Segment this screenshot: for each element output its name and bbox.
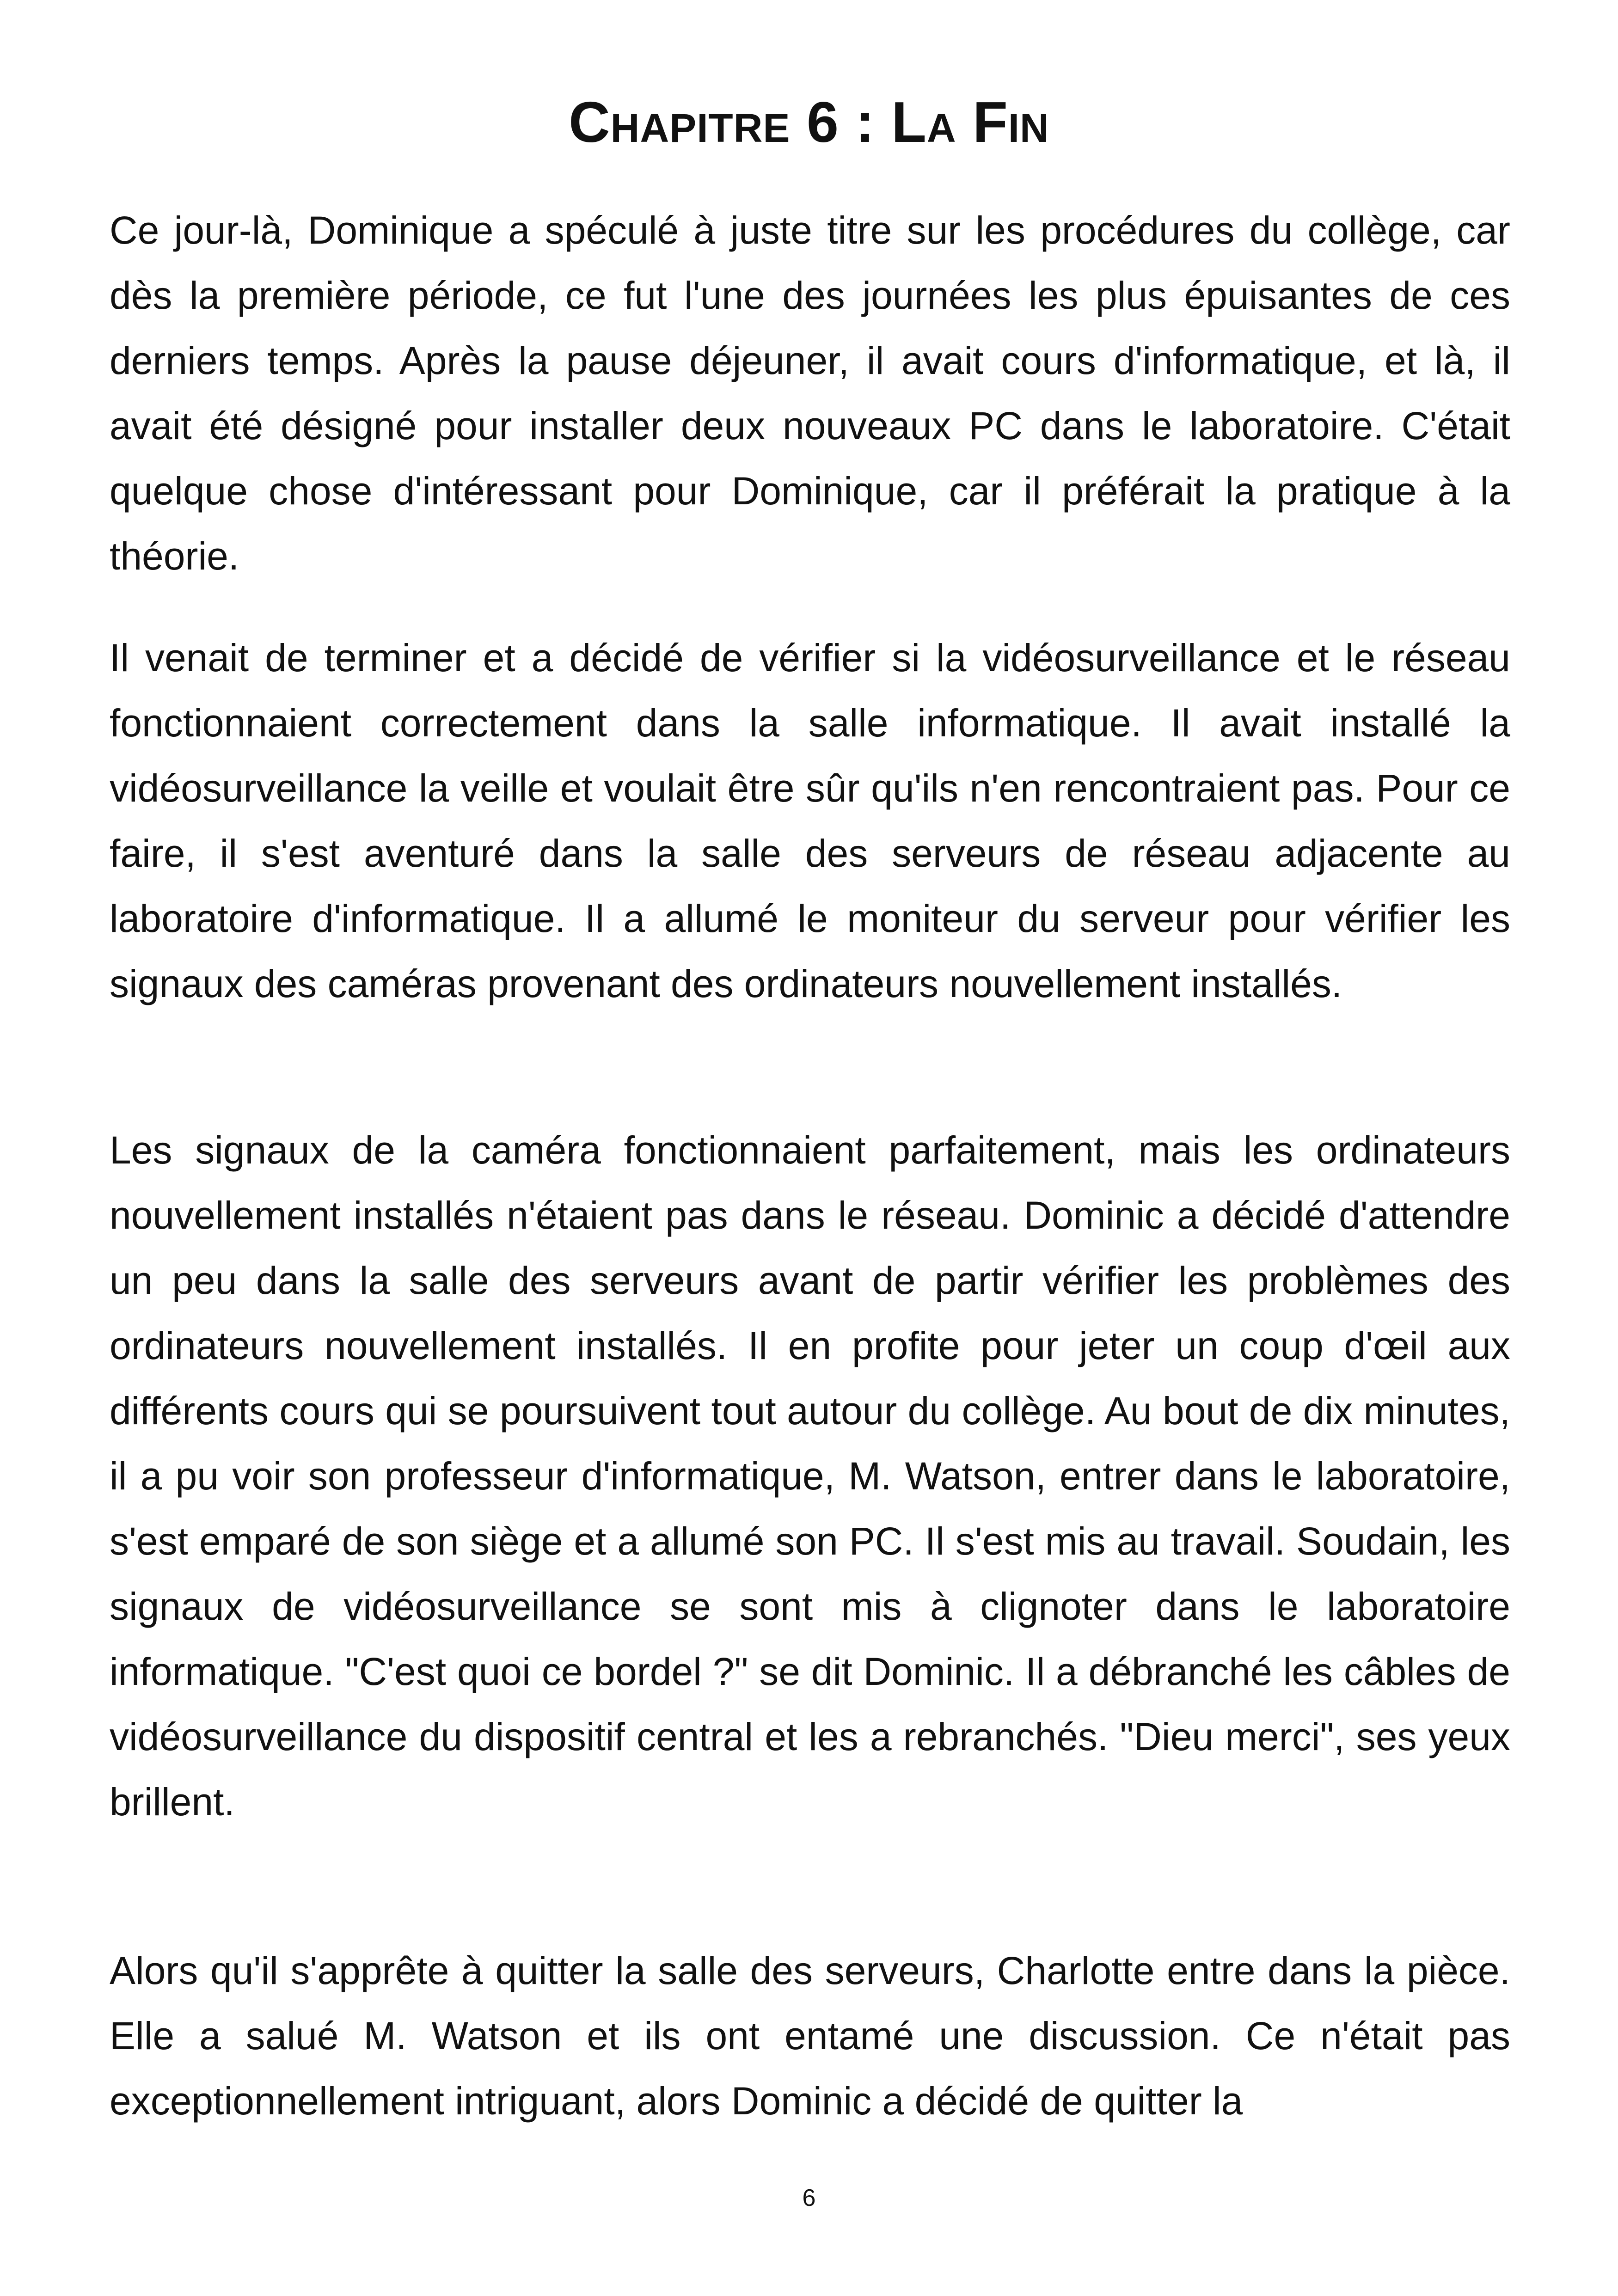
paragraph: Les signaux de la caméra fonctionnaient parfaitement, mais les ordinateurs nouvellement installés n'étaient pas dans le réseau. Dominic a décidé d'attendre un peu dans la salle des serveurs avant de partir vérifier les problèmes des ordinateurs nouvellement installés. Il en profite pour jeter un coup d'œil aux différents cours qui se poursuivent tout autour du collège. Au bout de dix minutes, il a pu voir son professeur d'informatique, M. Watson, entrer dans le laboratoire, s'est emparé de son siège et a allumé son PC. Il s'est mis au travail. Soudain, les signaux de vidéosurveillance se sont mis à clignoter dans le laboratoire informatique. "C'est quoi ce bordel ?" se dit Dominic. Il a débranché les câbles de vidéosurveillance du dispositif central et les a rebranchés. "Dieu merci", ses yeux brillent. <box>110 1128 1510 1824</box>
paragraph: Ce jour-là, Dominique a spéculé à juste titre sur les procédures du collège, car dès la première période, ce fut l'une des journées les plus épuisantes de ces derniers temps. Après la pause déjeuner, il avait cours d'informatique, et là, il avait été désigné pour installer deux nouveaux PC dans le laboratoire. C'était quelque chose d'intéressant pour Dominique, car il préférait la pratique à la théorie. <box>110 208 1510 578</box>
page-number: 6 <box>802 2185 816 2211</box>
chapter-title: Chapitre 6 : La Fin <box>569 91 1049 154</box>
paragraph: Alors qu'il s'apprête à quitter la salle des serveurs, Charlotte entre dans la pièce. Elle a salué M. Watson et ils ont entamé une discussion. Ce n'était pas exceptionnellement intriguant, alors Dominic a décidé de quitter la <box>110 1949 1510 2123</box>
paragraph: Il venait de terminer et a décidé de vérifier si la vidéosurveillance et le réseau fonctionnaient correctement dans la salle informatique. Il avait installé la vidéosurveillance la veille et voulait être sûr qu'ils n'en rencontraient pas. Pour ce faire, il s'est aventuré dans la salle des serveurs de réseau adjacente au laboratoire d'informatique. Il a allumé le moniteur du serveur pour vérifier les signaux des caméras provenant des ordinateurs nouvellement installés. <box>110 636 1510 1005</box>
